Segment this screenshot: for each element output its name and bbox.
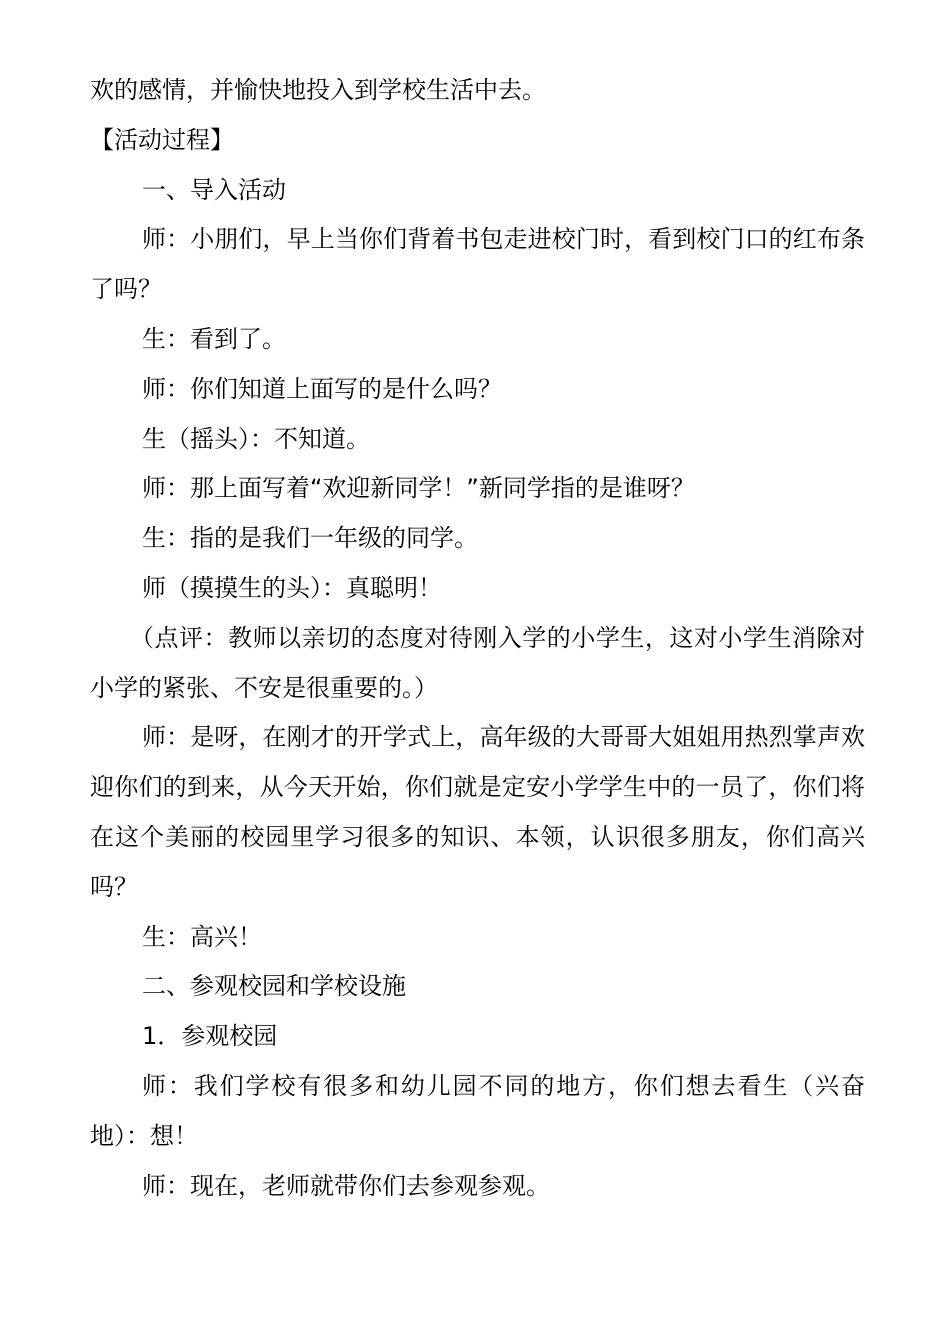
dialogue-teacher-3: 师：那上面写着“欢迎新同学！”新同学指的是谁呀？ <box>142 474 695 503</box>
dialogue-student-1: 生：看到了。 <box>142 324 286 353</box>
dialogue-teacher-7: 师：现在，老师就带你们去参观参观。 <box>142 1171 550 1200</box>
section-heading-activity-process: 【活动过程】 <box>90 125 234 154</box>
paragraph-intro-end: 欢的感情，并愉快地投入到学校生活中去。 <box>90 76 546 104</box>
dialogue-teacher-6: 师：我们学校有很多和幼儿园不同的地方，你们想去看生（兴奋地）：想！ <box>90 1071 865 1150</box>
commentary-note: （点评：教师以亲切的态度对待刚入学的小学生，这对小学生消除对小学的紧张、不安是很重要的。） <box>90 623 865 702</box>
dialogue-student-2: 生（摇头）：不知道。 <box>142 424 370 453</box>
subheading-visit-campus: 1．参观校园 <box>142 1022 278 1051</box>
subheading-intro-activity: 一、导入活动 <box>142 175 286 204</box>
dialogue-teacher-5: 师：是呀，在刚才的开学式上，高年级的大哥哥大姐姐用热烈掌声欢迎你们的到来，从今天开始，你们就是定安小学学生中的一员了，你们将在这个美丽的校园里学习很多的知识、本领，认识很多朋友，你们高兴吗？ <box>90 723 865 901</box>
dialogue-teacher-2: 师：你们知道上面写的是什么吗？ <box>142 374 502 403</box>
subheading-campus-tour: 二、参观校园和学校设施 <box>142 972 406 1001</box>
dialogue-teacher-4: 师（摸摸生的头）：真聪明！ <box>142 573 442 602</box>
dialogue-student-3: 生：指的是我们一年级的同学。 <box>142 524 478 553</box>
dialogue-student-4: 生：高兴！ <box>142 922 262 951</box>
dialogue-teacher-1: 师：小朋们，早上当你们背着书包走进校门时，看到校门口的红布条了吗？ <box>90 225 865 304</box>
document-page <box>90 66 865 1211</box>
